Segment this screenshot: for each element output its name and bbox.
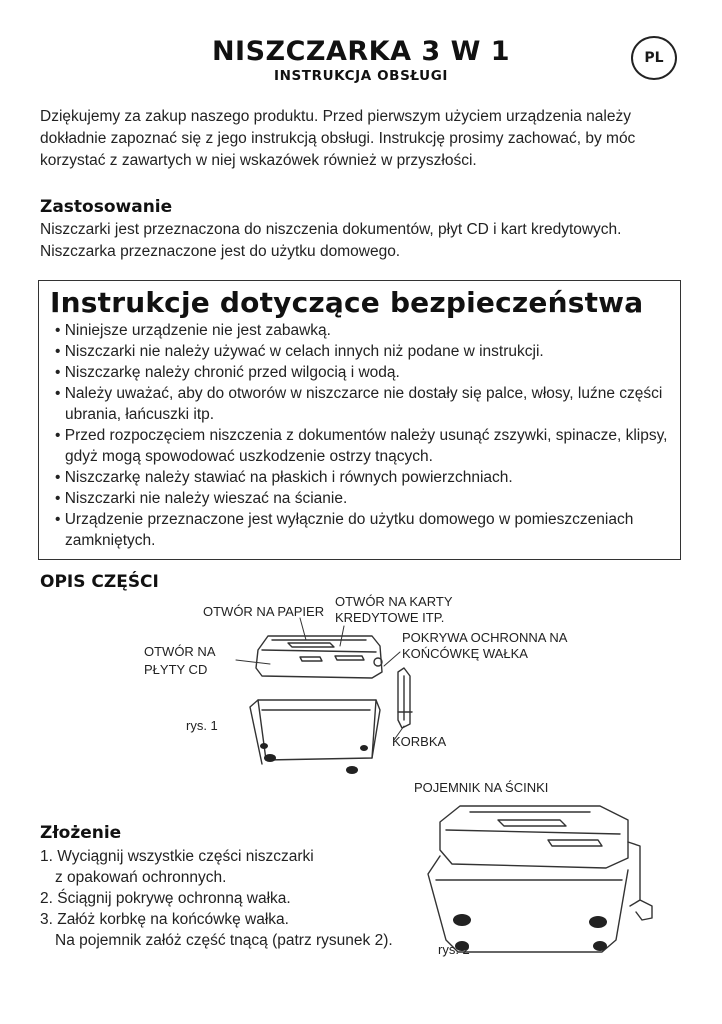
- safety-item: • Niszczarkę należy chronić przed wilgocią i wodą.: [46, 362, 676, 383]
- label-card-slot-line2: KREDYTOWE ITP.: [335, 610, 445, 625]
- parts-heading: OPIS CZĘŚCI: [40, 572, 159, 592]
- label-cd-slot-line1: OTWÓR NA: [144, 644, 216, 659]
- assembly-heading: Złożenie: [40, 823, 122, 843]
- shredder-head-drawing: [256, 636, 382, 678]
- label-cd-slot-line2: PŁYTY CD: [144, 662, 208, 677]
- usage-paragraph: Niszczarki jest przeznaczona do niszczenia dokumentów, płyt CD i kart kredytowych. Niszczarka przeznaczone jest do użytku domowego.: [40, 221, 622, 260]
- crank-drawing: [398, 668, 412, 728]
- figure-2-caption: rys. 2: [438, 942, 470, 957]
- safety-heading: Instrukcje dotyczące bezpieczeństwa: [50, 286, 644, 319]
- label-cover-line1: POKRYWA OCHRONNA NA: [402, 630, 568, 645]
- label-crank: KORBKA: [392, 734, 447, 749]
- assembly-step-3: 3. Załóż korbkę na końcówkę wałka.: [40, 911, 289, 928]
- usage-heading: Zastosowanie: [40, 197, 173, 217]
- figure-1-caption: rys. 1: [186, 718, 218, 733]
- assembly-step-1-cont: z opakowań ochronnych.: [55, 869, 227, 886]
- assembled-shredder-drawing: [428, 806, 652, 952]
- assembly-step-1: 1. Wyciągnij wszystkie części niszczarki: [40, 848, 314, 865]
- safety-item: • Przed rozpoczęciem niszczenia z dokumentów należy usunąć zszywki, spinacze, klipsy, gdyż mogą spowodować uszkodzenie ostrzy tnących.: [46, 425, 676, 467]
- safety-item: • Niniejsze urządzenie nie jest zabawką.: [46, 320, 676, 341]
- document-title: NISZCZARKA 3 W 1: [211, 36, 511, 67]
- assembly-step-2: 2. Ściągnij pokrywę ochronną wałka.: [40, 890, 291, 907]
- document-subtitle: INSTRUKCJA OBSŁUGI: [273, 68, 449, 84]
- safety-item: • Należy uważać, aby do otworów w niszczarce nie dostały się palce, włosy, luźne części ubrania, łańcuszki itp.: [46, 383, 676, 425]
- label-cover-line2: KOŃCÓWKĘ WAŁKA: [402, 646, 528, 661]
- label-paper-slot: OTWÓR NA PAPIER: [203, 604, 325, 619]
- assembly-steps: [40, 846, 393, 951]
- intro-paragraph: Dziękujemy za zakup naszego produktu. Przed pierwszym użyciem urządzenia należy dokładnie zapoznać się z jego instrukcją obsługi. Instrukcję prosimy zachować, by móc korzystać z zawartych w niej wskazówek również w przyszłości.: [40, 108, 636, 169]
- safety-item: • Niszczarki nie należy używać w celach innych niż podane w instrukcji.: [46, 341, 676, 362]
- assembly-step-3-cont: Na pojemnik załóż część tnącą (patrz rysunek 2).: [55, 932, 393, 949]
- label-card-slot-line1: OTWÓR NA KARTY: [335, 594, 453, 609]
- safety-item: • Niszczarkę należy stawiać na płaskich i równych powierzchniach.: [46, 467, 676, 488]
- safety-item: • Urządzenie przeznaczone jest wyłącznie do użytku domowego w pomieszczeniach zamkniętych.: [46, 509, 676, 551]
- label-bin: POJEMNIK NA ŚCINKI: [414, 780, 549, 795]
- language-badge: PL: [631, 36, 677, 80]
- safety-item: • Niszczarki nie należy wieszać na ścianie.: [46, 488, 676, 509]
